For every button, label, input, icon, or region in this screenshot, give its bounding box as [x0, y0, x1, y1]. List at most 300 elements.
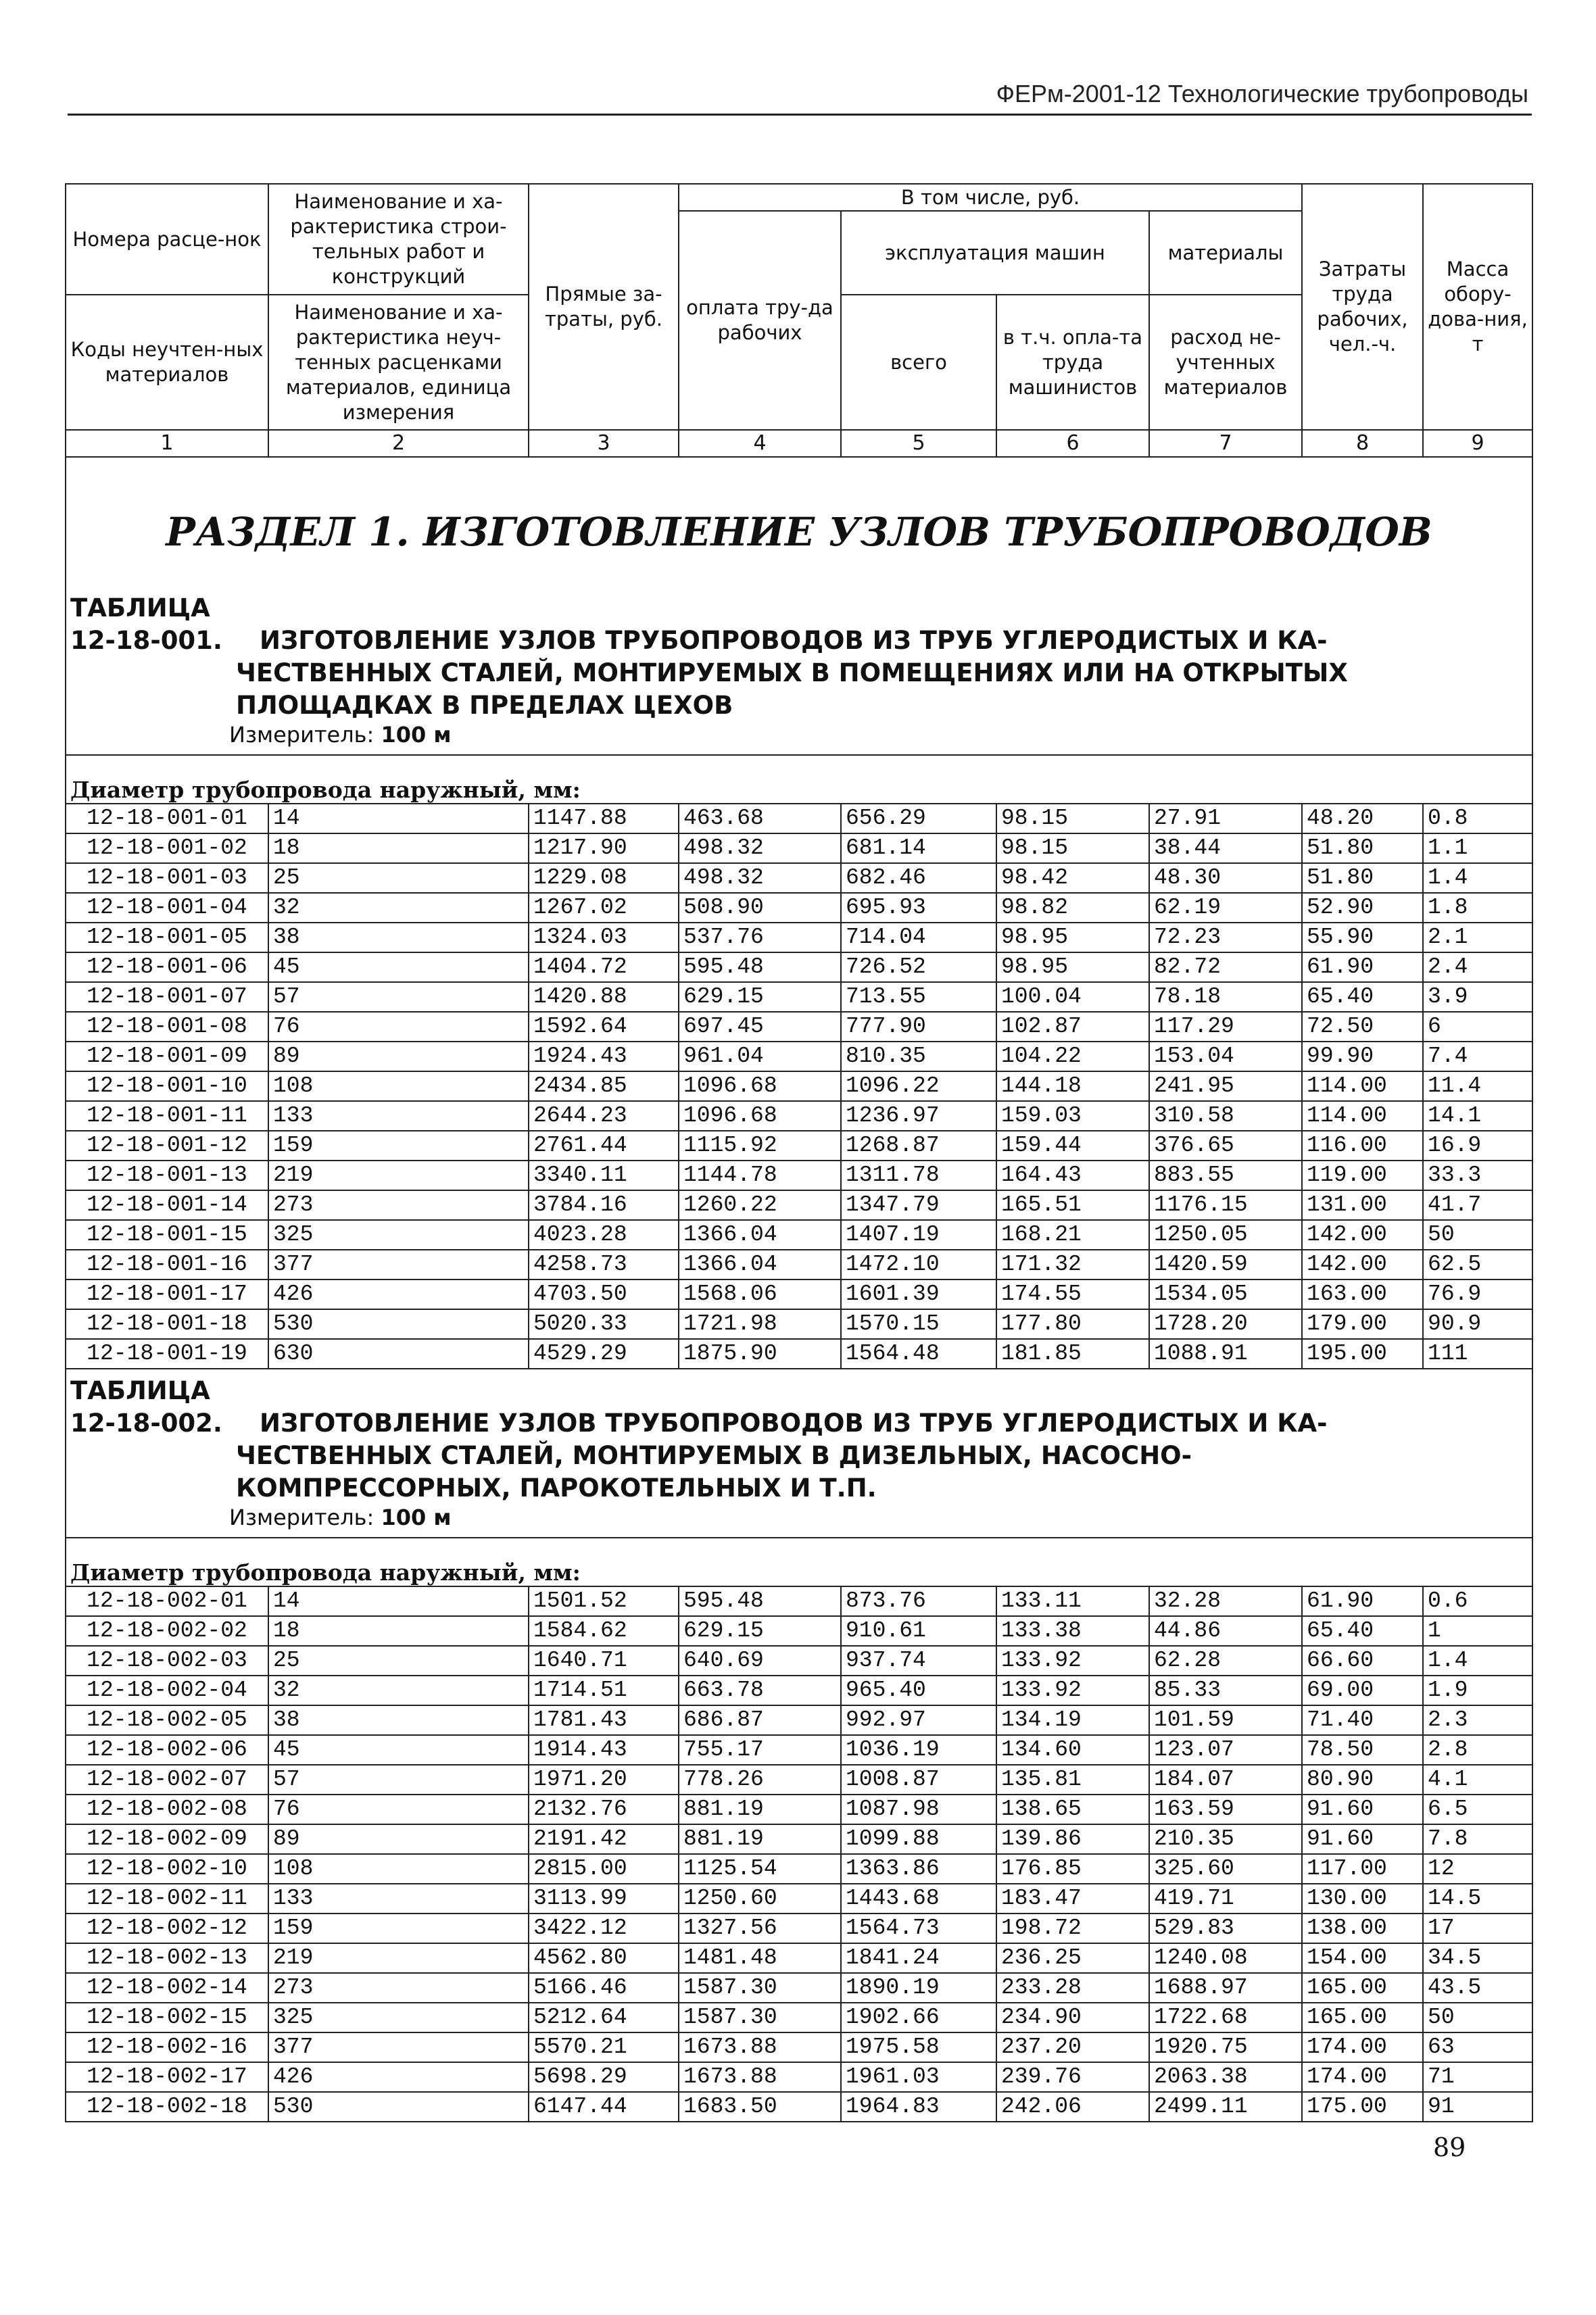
table-row: [66, 1071, 1532, 1101]
table-cell: 1975.58: [841, 2032, 996, 2062]
table-cell: 91: [1423, 2092, 1532, 2122]
table-cell: 630: [268, 1339, 529, 1369]
table-cell: 1.4: [1423, 863, 1532, 893]
table-cell: 159.03: [996, 1101, 1149, 1131]
table-cell: 1584.62: [529, 1616, 679, 1646]
table-cell: 159: [268, 1914, 529, 1943]
table-cell: 778.26: [679, 1765, 841, 1795]
table-cell: 1683.50: [679, 2092, 841, 2122]
table-cell: 130.00: [1302, 1884, 1423, 1914]
table-cell: 154.00: [1302, 1943, 1423, 1973]
table-row: [66, 982, 1532, 1012]
table-cell: 1875.90: [679, 1339, 841, 1369]
table-title-line2: ЧЕСТВЕННЫХ СТАЛЕЙ, МОНТИРУЕМЫХ В ДИЗЕЛЬНЫХ, НАСОСНО-: [236, 1441, 1192, 1470]
header-including: В том числе, руб.: [679, 184, 1302, 211]
table-cell: 1217.90: [529, 833, 679, 863]
rate-code: 12-18-002-17: [66, 2062, 268, 2092]
table-title: [70, 1375, 1528, 1505]
table-cell: 1640.71: [529, 1646, 679, 1676]
table-cell: 873.76: [841, 1586, 996, 1616]
rate-code: 12-18-001-10: [66, 1071, 268, 1101]
header-rate-numbers: Номера расце-нок: [66, 184, 268, 295]
table-cell: 1592.64: [529, 1012, 679, 1042]
table-row: [66, 1646, 1532, 1676]
rate-code: 12-18-002-12: [66, 1914, 268, 1943]
table-cell: 78.50: [1302, 1735, 1423, 1765]
table-cell: 4258.73: [529, 1250, 679, 1280]
table-cell: 48.20: [1302, 804, 1423, 833]
table-cell: 656.29: [841, 804, 996, 833]
table-cell: 181.85: [996, 1339, 1149, 1369]
table-cell: 1407.19: [841, 1220, 996, 1250]
table-cell: 5570.21: [529, 2032, 679, 2062]
table-cell: 138.65: [996, 1795, 1149, 1824]
table-cell: 142.00: [1302, 1220, 1423, 1250]
table-row: [66, 1190, 1532, 1220]
rate-code: 12-18-001-07: [66, 982, 268, 1012]
table-cell: 135.81: [996, 1765, 1149, 1795]
table-cell: 7.4: [1423, 1042, 1532, 1071]
table-cell: 1347.79: [841, 1190, 996, 1220]
table-cell: 1087.98: [841, 1795, 996, 1824]
page-number: 89: [1433, 2133, 1466, 2162]
table-cell: 1601.39: [841, 1280, 996, 1309]
table-cell: 2132.76: [529, 1795, 679, 1824]
table-cell: 117.00: [1302, 1854, 1423, 1884]
table-cell: 1688.97: [1149, 1973, 1302, 2003]
table-row: [66, 893, 1532, 923]
table-cell: 498.32: [679, 833, 841, 863]
table-cell: 176.85: [996, 1854, 1149, 1884]
table-cell: 1420.59: [1149, 1250, 1302, 1280]
table-cell: 11.4: [1423, 1071, 1532, 1101]
table-cell: 76: [268, 1012, 529, 1042]
running-head: ФЕРм-2001-12 Технологические трубопроводы: [996, 80, 1528, 107]
table-cell: 1: [1423, 1616, 1532, 1646]
table-cell: 1902.66: [841, 2003, 996, 2032]
table-cell: 1.9: [1423, 1676, 1532, 1705]
table-cell: 76: [268, 1795, 529, 1824]
table-cell: 4.1: [1423, 1765, 1532, 1795]
table-cell: 45: [268, 952, 529, 982]
table-cell: 777.90: [841, 1012, 996, 1042]
table-cell: 1890.19: [841, 1973, 996, 2003]
table-cell: 101.59: [1149, 1705, 1302, 1735]
table-cell: 168.21: [996, 1220, 1149, 1250]
table-row: [66, 1250, 1532, 1280]
table-cell: 508.90: [679, 893, 841, 923]
table-cell: 2761.44: [529, 1131, 679, 1161]
column-number: 5: [841, 430, 996, 457]
header-work-name: Наименование и ха-рактеристика строи-тельных работ и конструкций: [268, 184, 529, 295]
table-row: [66, 1012, 1532, 1042]
table-cell: 325: [268, 1220, 529, 1250]
table-cell: 72.23: [1149, 923, 1302, 952]
table-cell: 1721.98: [679, 1309, 841, 1339]
table-cell: 57: [268, 982, 529, 1012]
table-cell: 1250.05: [1149, 1220, 1302, 1250]
table-cell: 179.00: [1302, 1309, 1423, 1339]
rate-code: 12-18-002-02: [66, 1616, 268, 1646]
table-cell: 1404.72: [529, 952, 679, 982]
section-cell: [66, 457, 1532, 592]
table-row: [66, 1765, 1532, 1795]
table-cell: 50: [1423, 2003, 1532, 2032]
column-number: 8: [1302, 430, 1423, 457]
table-row: [66, 2062, 1532, 2092]
table-row: [66, 1914, 1532, 1943]
table-cell: 7.8: [1423, 1824, 1532, 1854]
table-cell: 755.17: [679, 1735, 841, 1765]
table-cell: 713.55: [841, 982, 996, 1012]
table-row: [66, 1676, 1532, 1705]
table-cell: 234.90: [996, 2003, 1149, 2032]
table-title-line1: ИЗГОТОВЛЕНИЕ УЗЛОВ ТРУБОПРОВОДОВ ИЗ ТРУБ УГЛЕРОДИСТЫХ И КА-: [260, 1409, 1328, 1438]
header-direct-costs: Прямые за-траты, руб.: [529, 184, 679, 430]
table-cell: 681.14: [841, 833, 996, 863]
table-cell: 629.15: [679, 982, 841, 1012]
table-row: [66, 1884, 1532, 1914]
table-cell: 18: [268, 833, 529, 863]
table-cell: 537.76: [679, 923, 841, 952]
table-row: [66, 1735, 1532, 1765]
table-row: [66, 863, 1532, 893]
table-cell: 133.92: [996, 1646, 1149, 1676]
table-cell: 163.59: [1149, 1795, 1302, 1824]
table-cell: 237.20: [996, 2032, 1149, 2062]
table-cell: 1268.87: [841, 1131, 996, 1161]
table-cell: 210.35: [1149, 1824, 1302, 1854]
table-cell: 1564.73: [841, 1914, 996, 1943]
table-cell: 183.47: [996, 1884, 1149, 1914]
column-number: 1: [66, 430, 268, 457]
table-cell: 1366.04: [679, 1250, 841, 1280]
header-equipment-mass: Масса обору-дова-ния, т: [1423, 184, 1532, 430]
table-cell: 16.9: [1423, 1131, 1532, 1161]
table-cell: 236.25: [996, 1943, 1149, 1973]
table-cell: 530: [268, 1309, 529, 1339]
rate-code: 12-18-002-08: [66, 1795, 268, 1824]
table-cell: 1088.91: [1149, 1339, 1302, 1369]
section-title: РАЗДЕЛ 1. ИЗГОТОВЛЕНИЕ УЗЛОВ ТРУБОПРОВОДОВ: [166, 508, 1432, 555]
table-cell: 6147.44: [529, 2092, 679, 2122]
table-cell: 426: [268, 2062, 529, 2092]
table-cell: 1673.88: [679, 2062, 841, 2092]
measure-value: 100 м: [381, 722, 452, 748]
rate-code: 12-18-002-04: [66, 1676, 268, 1705]
table-cell: 98.15: [996, 833, 1149, 863]
table-row: [66, 1854, 1532, 1884]
table-cell: 98.95: [996, 923, 1149, 952]
table-cell: 325.60: [1149, 1854, 1302, 1884]
table-cell: 0.8: [1423, 804, 1532, 833]
table-cell: 50: [1423, 1220, 1532, 1250]
header-machinist-wages: в т.ч. опла-та труда машинистов: [996, 295, 1149, 430]
measure-unit: [70, 722, 1528, 754]
table-cell: 1564.48: [841, 1339, 996, 1369]
table-cell: 219: [268, 1161, 529, 1190]
header-unaccounted-materials: расход не-учтенных материалов: [1149, 295, 1302, 430]
table-row: [66, 1795, 1532, 1824]
table-cell: 195.00: [1302, 1339, 1423, 1369]
table-cell: 2.1: [1423, 923, 1532, 952]
table-cell: 1501.52: [529, 1586, 679, 1616]
table-row: [66, 1824, 1532, 1854]
table-cell: 1472.10: [841, 1250, 996, 1280]
table-cell: 65.40: [1302, 1616, 1423, 1646]
measure-label: Измеритель:: [229, 1505, 374, 1530]
table-cell: 69.00: [1302, 1676, 1423, 1705]
table-title-line2: ЧЕСТВЕННЫХ СТАЛЕЙ, МОНТИРУЕМЫХ В ПОМЕЩЕНИЯХ ИЛИ НА ОТКРЫТЫХ: [236, 658, 1348, 687]
table-row: [66, 1586, 1532, 1616]
table-cell: 134.19: [996, 1705, 1149, 1735]
table-cell: 1914.43: [529, 1735, 679, 1765]
rate-code: 12-18-001-12: [66, 1131, 268, 1161]
table-cell: 3113.99: [529, 1884, 679, 1914]
table-cell: 686.87: [679, 1705, 841, 1735]
table-cell: 1096.68: [679, 1071, 841, 1101]
table-cell: 98.82: [996, 893, 1149, 923]
table-cell: 3784.16: [529, 1190, 679, 1220]
table-cell: 98.15: [996, 804, 1149, 833]
table-cell: 1781.43: [529, 1705, 679, 1735]
table-cell: 164.43: [996, 1161, 1149, 1190]
rate-code: 12-18-001-15: [66, 1220, 268, 1250]
table-cell: 71.40: [1302, 1705, 1423, 1735]
table-number: ТАБЛИЦА 12-18-002.: [70, 1376, 222, 1438]
table-cell: 61.90: [1302, 952, 1423, 982]
table-cell: 38.44: [1149, 833, 1302, 863]
table-cell: 1008.87: [841, 1765, 996, 1795]
table-cell: 66.60: [1302, 1646, 1423, 1676]
table-row: [66, 1616, 1532, 1646]
table-cell: 4023.28: [529, 1220, 679, 1250]
table-cell: 14: [268, 804, 529, 833]
table-cell: 1570.15: [841, 1309, 996, 1339]
table-cell: 175.00: [1302, 2092, 1423, 2122]
table-cell: 63: [1423, 2032, 1532, 2062]
table-cell: 62.5: [1423, 1250, 1532, 1280]
table-cell: 153.04: [1149, 1042, 1302, 1071]
table-cell: 640.69: [679, 1646, 841, 1676]
rate-code: 12-18-002-09: [66, 1824, 268, 1854]
table-cell: 1587.30: [679, 2003, 841, 2032]
rate-code: 12-18-001-13: [66, 1161, 268, 1190]
table-cell: 1.8: [1423, 893, 1532, 923]
table-cell: 18: [268, 1616, 529, 1646]
table-cell: 1964.83: [841, 2092, 996, 2122]
rate-code: 12-18-001-02: [66, 833, 268, 863]
table-cell: 102.87: [996, 1012, 1149, 1042]
table-cell: 123.07: [1149, 1735, 1302, 1765]
rate-code: 12-18-002-16: [66, 2032, 268, 2062]
table-cell: 1096.68: [679, 1101, 841, 1131]
table-cell: 80.90: [1302, 1765, 1423, 1795]
table-cell: 119.00: [1302, 1161, 1423, 1190]
table-cell: 714.04: [841, 923, 996, 952]
table-cell: 5166.46: [529, 1973, 679, 2003]
table-cell: 55.90: [1302, 923, 1423, 952]
table-cell: 219: [268, 1943, 529, 1973]
table-cell: 165.00: [1302, 1973, 1423, 2003]
table-cell: 6.5: [1423, 1795, 1532, 1824]
column-number: 9: [1423, 430, 1532, 457]
table-cell: 25: [268, 1646, 529, 1676]
table-cell: 1714.51: [529, 1676, 679, 1705]
table-number: ТАБЛИЦА 12-18-001.: [70, 593, 222, 655]
table-cell: 376.65: [1149, 1131, 1302, 1161]
table-cell: 90.9: [1423, 1309, 1532, 1339]
table-title-line1: ИЗГОТОВЛЕНИЕ УЗЛОВ ТРУБОПРОВОДОВ ИЗ ТРУБ УГЛЕРОДИСТЫХ И КА-: [260, 626, 1328, 655]
header-machines: эксплуатация машин: [841, 211, 1149, 295]
rate-code: 12-18-001-09: [66, 1042, 268, 1071]
table-cell: 1250.60: [679, 1884, 841, 1914]
table-row: [66, 2092, 1532, 2122]
table-cell: 682.46: [841, 863, 996, 893]
table-cell: 1961.03: [841, 2062, 996, 2092]
table-cell: 1924.43: [529, 1042, 679, 1071]
table-cell: 89: [268, 1042, 529, 1071]
table-cell: 1587.30: [679, 1973, 841, 2003]
table-cell: 144.18: [996, 1071, 1149, 1101]
rate-code: 12-18-002-05: [66, 1705, 268, 1735]
table-row: [66, 1973, 1532, 2003]
table-heading: [66, 1369, 1532, 1538]
diameter-label: Диаметр трубопровода наружный, мм:: [66, 1538, 1532, 1586]
table-row: [66, 1309, 1532, 1339]
table-row: [66, 952, 1532, 982]
table-cell: 76.9: [1423, 1280, 1532, 1309]
table-cell: 14.1: [1423, 1101, 1532, 1131]
rate-code: 12-18-002-15: [66, 2003, 268, 2032]
table-cell: 171.32: [996, 1250, 1149, 1280]
rate-code: 12-18-002-18: [66, 2092, 268, 2122]
table-cell: 5020.33: [529, 1309, 679, 1339]
table-cell: 1144.78: [679, 1161, 841, 1190]
table-cell: 98.95: [996, 952, 1149, 982]
table-cell: 239.76: [996, 2062, 1149, 2092]
table-cell: 1534.05: [1149, 1280, 1302, 1309]
table-cell: 12: [1423, 1854, 1532, 1884]
rate-code: 12-18-001-11: [66, 1101, 268, 1131]
table-cell: 5212.64: [529, 2003, 679, 2032]
table-cell: 1673.88: [679, 2032, 841, 2062]
table-cell: 233.28: [996, 1973, 1149, 2003]
rate-code: 12-18-002-06: [66, 1735, 268, 1765]
table-cell: 165.51: [996, 1190, 1149, 1220]
table-cell: 6: [1423, 1012, 1532, 1042]
measure-label: Измеритель:: [229, 722, 374, 748]
table-cell: 33.3: [1423, 1161, 1532, 1190]
table-cell: 57: [268, 1765, 529, 1795]
table-cell: 881.19: [679, 1795, 841, 1824]
table-cell: 595.48: [679, 952, 841, 982]
table-cell: 697.45: [679, 1012, 841, 1042]
table-cell: 2499.11: [1149, 2092, 1302, 2122]
header-labor-costs: Затраты труда рабочих, чел.-ч.: [1302, 184, 1423, 430]
table-cell: 4562.80: [529, 1943, 679, 1973]
rate-code: 12-18-001-19: [66, 1339, 268, 1369]
table-row: [66, 1101, 1532, 1131]
table-cell: 14: [268, 1586, 529, 1616]
table-title-line3: КОМПРЕССОРНЫХ, ПАРОКОТЕЛЬНЫХ И Т.П.: [236, 1473, 877, 1503]
table-cell: 961.04: [679, 1042, 841, 1071]
table-cell: 133.92: [996, 1676, 1149, 1705]
table-cell: 419.71: [1149, 1884, 1302, 1914]
table-cell: 241.95: [1149, 1071, 1302, 1101]
table-cell: 1260.22: [679, 1190, 841, 1220]
table-cell: 32.28: [1149, 1586, 1302, 1616]
table-cell: 2063.38: [1149, 2062, 1302, 2092]
table-cell: 134.60: [996, 1735, 1149, 1765]
table-cell: 1236.97: [841, 1101, 996, 1131]
table-cell: 1443.68: [841, 1884, 996, 1914]
table-row: [66, 2032, 1532, 2062]
table-cell: 99.90: [1302, 1042, 1423, 1071]
table-cell: 695.93: [841, 893, 996, 923]
table-cell: 48.30: [1149, 863, 1302, 893]
table-cell: 38: [268, 923, 529, 952]
table-cell: 426: [268, 1280, 529, 1309]
table-cell: 1366.04: [679, 1220, 841, 1250]
table-cell: 32: [268, 893, 529, 923]
table-cell: 2644.23: [529, 1101, 679, 1131]
table-cell: 142.00: [1302, 1250, 1423, 1280]
rate-code: 12-18-002-14: [66, 1973, 268, 2003]
table-cell: 61.90: [1302, 1586, 1423, 1616]
table-cell: 1.4: [1423, 1646, 1532, 1676]
table-cell: 663.78: [679, 1676, 841, 1705]
measure-value: 100 м: [381, 1505, 452, 1530]
column-number: 7: [1149, 430, 1302, 457]
table-cell: 62.19: [1149, 893, 1302, 923]
table-cell: 1115.92: [679, 1131, 841, 1161]
table-cell: 38: [268, 1705, 529, 1735]
header-machines-total: всего: [841, 295, 996, 430]
table-cell: 174.00: [1302, 2032, 1423, 2062]
table-cell: 1363.86: [841, 1854, 996, 1884]
table-row: [66, 923, 1532, 952]
table-cell: 184.07: [1149, 1765, 1302, 1795]
rate-code: 12-18-002-11: [66, 1884, 268, 1914]
table-cell: 325: [268, 2003, 529, 2032]
table-row: [66, 1220, 1532, 1250]
table-cell: 3340.11: [529, 1161, 679, 1190]
table-row: [66, 1339, 1532, 1369]
table-cell: 937.74: [841, 1646, 996, 1676]
table-cell: 108: [268, 1071, 529, 1101]
table-cell: 1147.88: [529, 804, 679, 833]
table-cell: 965.40: [841, 1676, 996, 1705]
table-cell: 52.90: [1302, 893, 1423, 923]
rate-code: 12-18-001-03: [66, 863, 268, 893]
table-cell: 1099.88: [841, 1824, 996, 1854]
table-cell: 1.1: [1423, 833, 1532, 863]
rate-code: 12-18-001-08: [66, 1012, 268, 1042]
table-cell: 910.61: [841, 1616, 996, 1646]
table-cell: 65.40: [1302, 982, 1423, 1012]
table-cell: 41.7: [1423, 1190, 1532, 1220]
table-cell: 629.15: [679, 1616, 841, 1646]
table-row: [66, 1161, 1532, 1190]
table-cell: 14.5: [1423, 1884, 1532, 1914]
table-cell: 881.19: [679, 1824, 841, 1854]
table-cell: 2.4: [1423, 952, 1532, 982]
table-row: [66, 1943, 1532, 1973]
table-cell: 992.97: [841, 1705, 996, 1735]
table-cell: 1096.22: [841, 1071, 996, 1101]
table-cell: 1481.48: [679, 1943, 841, 1973]
